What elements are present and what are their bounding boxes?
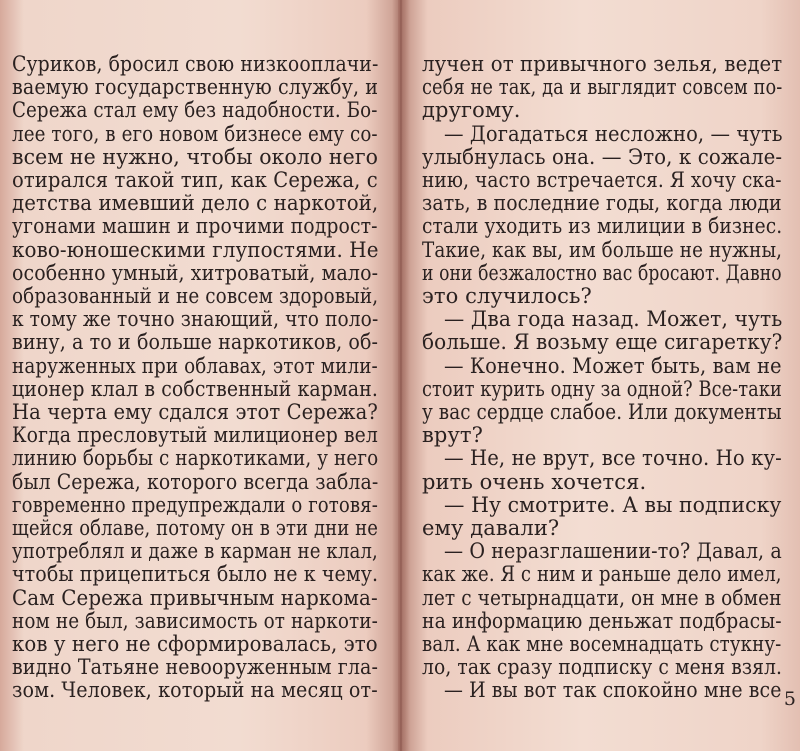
text-line: нию, часто встречается. Я хочу ска- [422, 168, 782, 192]
text-line: Сережа стал ему без надобности. Бо- [12, 98, 378, 123]
text-line: наруженных при облавах, этот мили- [12, 353, 378, 378]
text-line: видно Татьяне невооруженным гла- [12, 655, 378, 680]
text-line: рить очень хочется. [422, 469, 647, 494]
text-line: больше. Я возьму еще сигаретку? [422, 330, 783, 355]
text-line: лее того, в его новом бизнесе ему со- [12, 121, 378, 146]
text-line: стали уходить из милиции в бизнес. [422, 214, 783, 239]
text-line: вал. А как мне восемнадцать стукну- [422, 632, 782, 656]
text-line: был Сережа, которого всегда забла- [12, 469, 379, 494]
text-line: ло, так сразу подписку с меня взял. [422, 655, 783, 680]
text-line: ему давали? [422, 516, 560, 540]
text-line: — Два года назад. Может, чуть [444, 307, 783, 332]
text-line: к тому же точно знающий, что поло- [12, 307, 379, 332]
text-line: Такие, как вы, им больше не нужны, [422, 237, 783, 262]
text-line: — Ну смотрите. А вы подписку [444, 492, 782, 517]
text-line: — О неразглашении-то? Давал, а [444, 539, 782, 564]
text-line: Суриков, бросил свою низкооплачи- [12, 52, 379, 76]
text-line: зать, в последние годы, когда люди [422, 191, 782, 216]
text-line: Когда пресловутый милиционер вел [12, 423, 378, 448]
text-line: — Не, не врут, все точно. Но ку- [444, 446, 782, 471]
text-line: врут? [422, 423, 483, 448]
text-line: зом. Человек, который на месяц от- [12, 678, 378, 703]
text-line: говременно предупреждали о готовя- [12, 492, 378, 517]
text-line: вину, а то и больше наркотиков, об- [12, 330, 379, 355]
text-line: ваемую государственную службу, и [12, 75, 379, 100]
text-line: и они безжалостно вас бросают. Давно [422, 260, 782, 285]
text-line: всем не нужно, чтобы около него [12, 144, 379, 169]
text-line: На черта ему сдался этот Сережа? [12, 400, 378, 424]
text-line: улыбнулась она. — Это, к сожале- [422, 144, 783, 169]
right-page [404, 0, 800, 751]
text-line: другому. [422, 98, 521, 123]
text-line: лучен от привычного зелья, ведет [422, 52, 783, 76]
text-line: особенно умный, хитроватый, мало- [12, 260, 379, 285]
text-line: употреблял и даже в карман не клал, [12, 539, 378, 564]
text-line: у вас сердце слабое. Или документы [422, 400, 782, 424]
text-line: — И вы вот так спокойно мне все [444, 678, 782, 703]
text-line: ционер клал в собственный карман. [12, 376, 378, 401]
text-line: — Догадаться несложно, — чуть [444, 121, 783, 146]
text-line: линию борьбы с наркотиками, у него [12, 446, 379, 471]
text-line: щейся облаве, потому он в эти дни не [12, 516, 379, 540]
page-number: 5 [783, 688, 796, 710]
text-line: стоит курить одну за одной? Все-таки [422, 376, 782, 401]
text-line: детства имевший дело с наркотой, [12, 191, 379, 216]
text-line: ков у него не сформировалась, это [12, 632, 378, 656]
text-line: как же. Я с ним и раньше дело имел, [422, 562, 782, 587]
text-line: ково-юношескими глупостями. Не [12, 237, 379, 262]
text-line: на информацию деньжат подбрасы- [422, 608, 782, 633]
text-line: угонами машин и прочими подрост- [12, 214, 378, 239]
text-line: лет с четырнадцати, он мне в обмен [422, 585, 782, 610]
text-line: себя не так, да и выглядит совсем по- [422, 75, 783, 100]
text-line: отирался такой тип, как Сережа, с [12, 168, 378, 192]
book-gutter [392, 0, 410, 751]
text-line: это случилось? [422, 284, 592, 308]
text-line: образованный и не совсем здоровый, [12, 284, 379, 308]
text-line: — Конечно. Может быть, вам не [444, 353, 782, 378]
left-page [0, 0, 398, 751]
text-line: чтобы прицепиться было не к чему. [12, 562, 379, 587]
text-line: ном не был, зависимость от наркоти- [12, 608, 378, 633]
text-line: Сам Сережа привычным наркома- [12, 585, 378, 610]
